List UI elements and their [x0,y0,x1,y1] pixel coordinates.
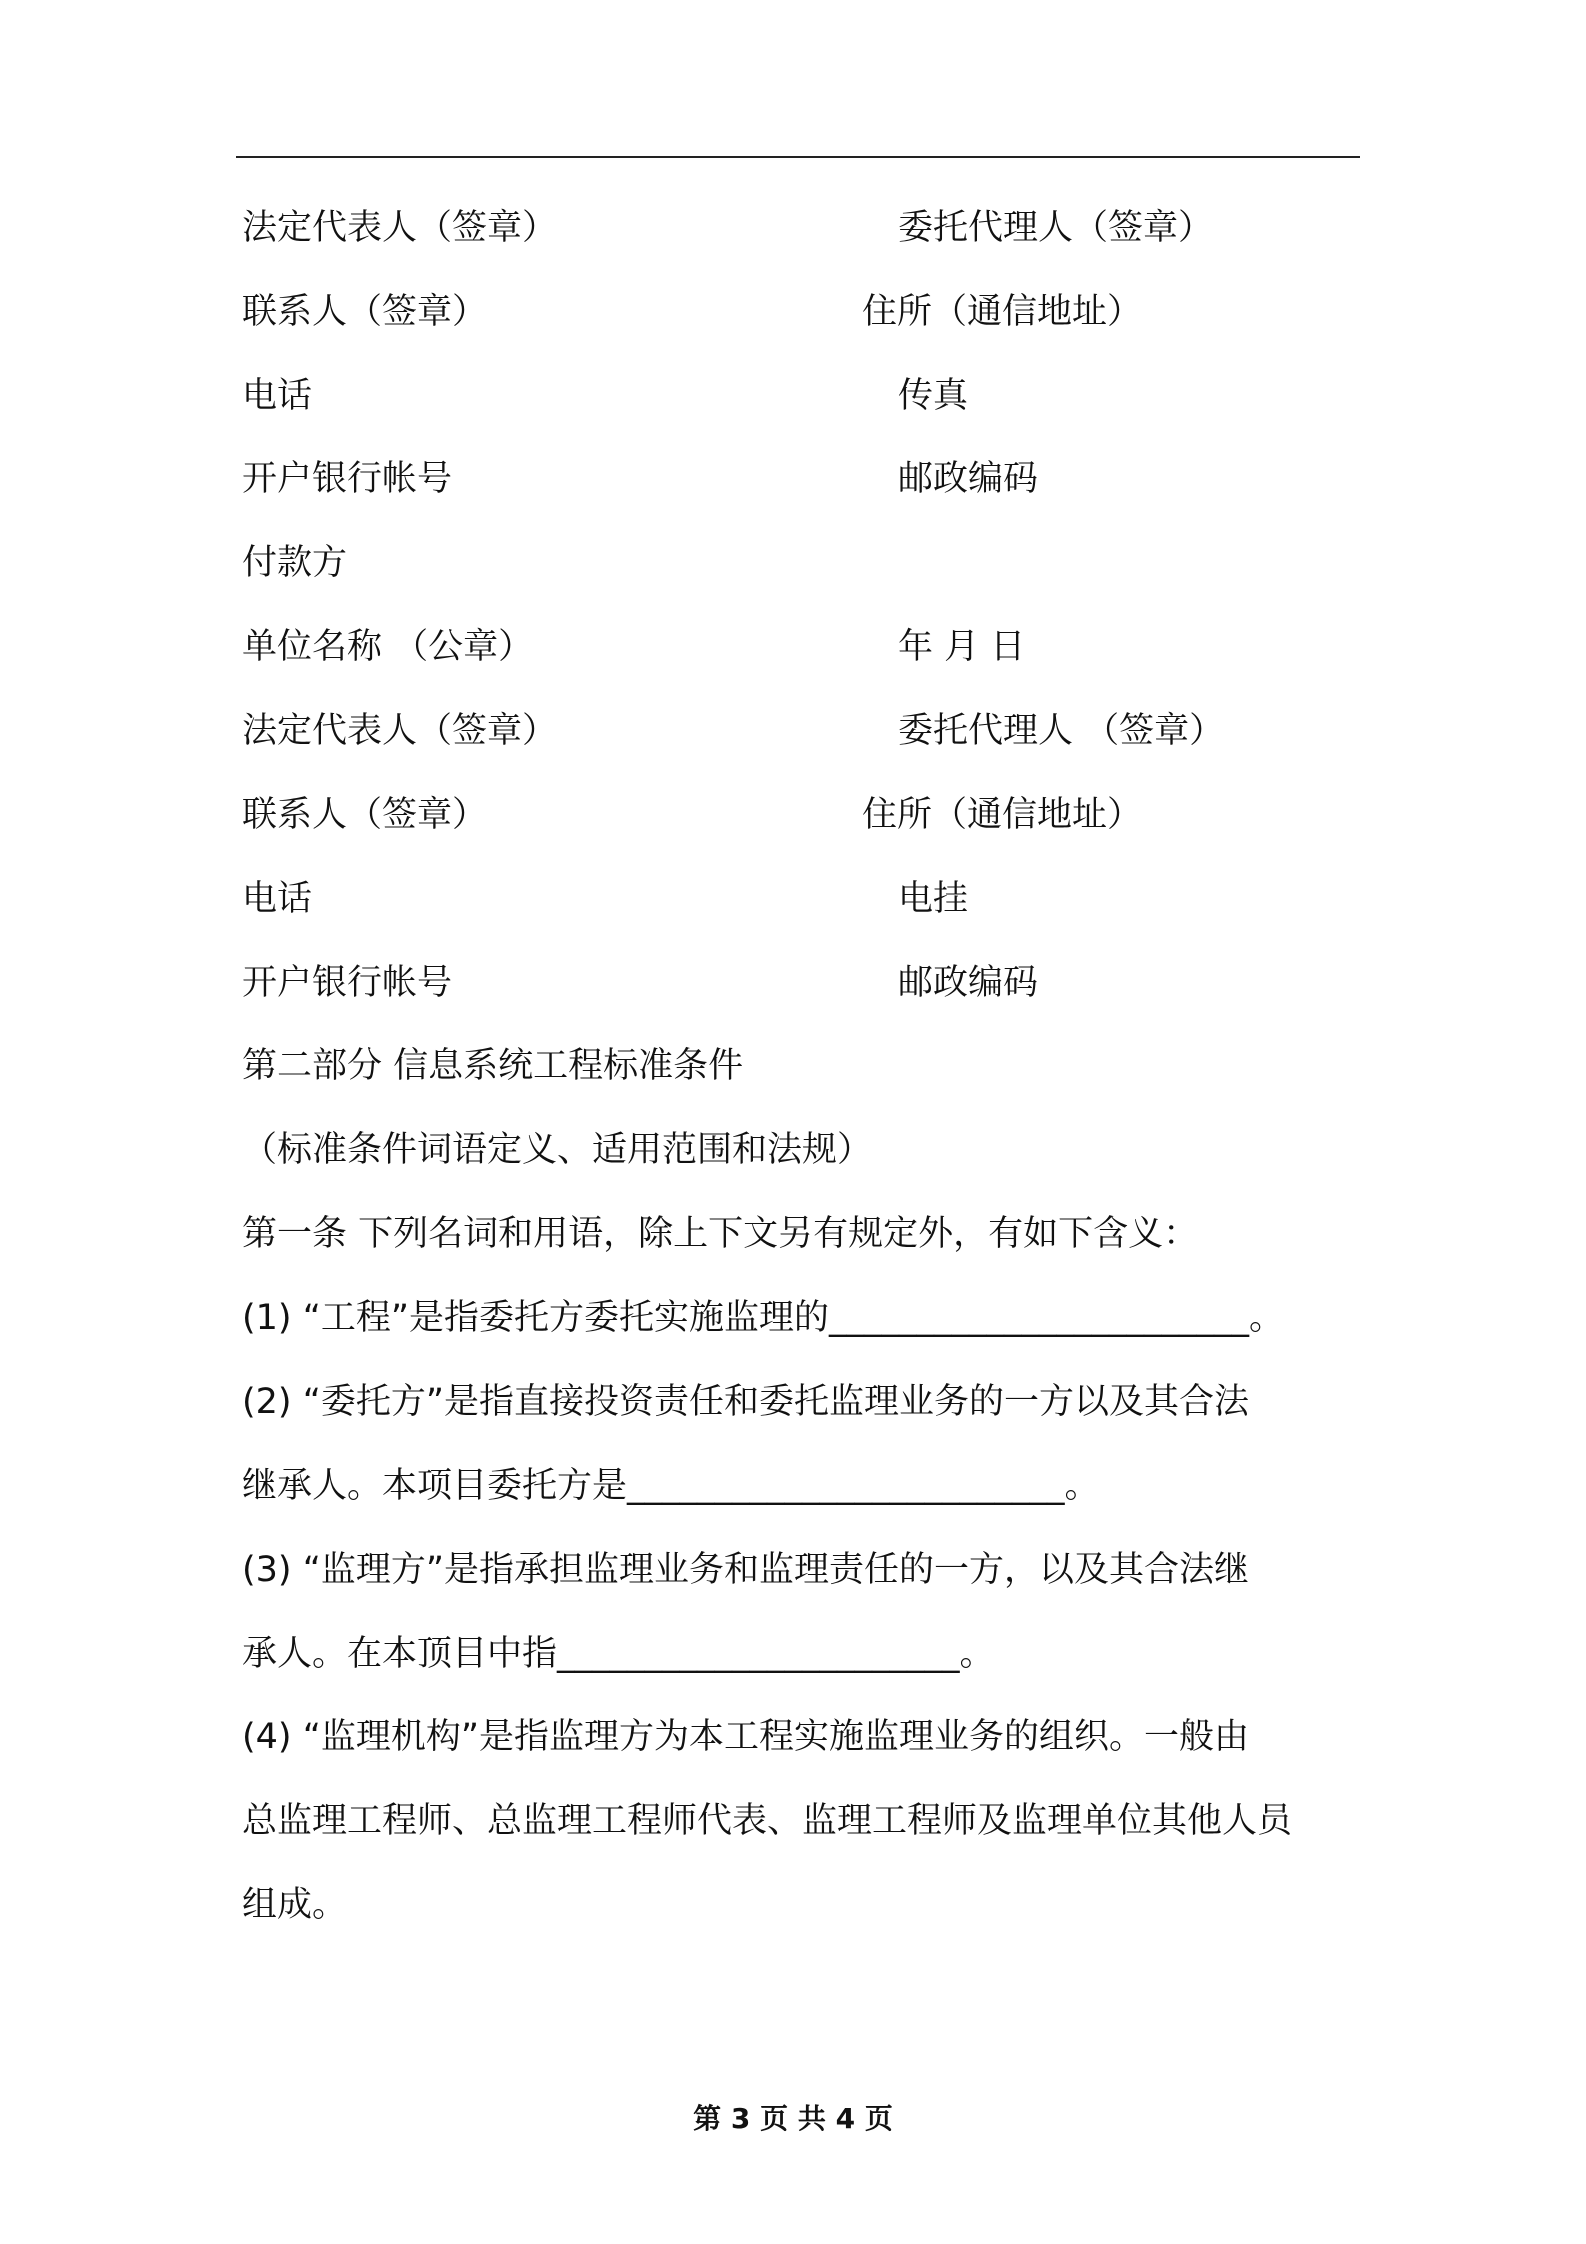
page-number: 第 3 页 共 4 页 [693,2102,893,2135]
part-two-title: 第二部分 信息系统工程标准条件 [242,1046,744,1086]
payee-postal-code: 邮政编码 [898,459,1039,499]
payer-agent: 委托代理人 （签章） [898,711,1225,751]
payer-bank-account: 开户银行帐号 [242,963,453,1003]
payer-address: 住所（通信地址） [862,795,1143,835]
definition-item-1: (1) “工程”是指委托方委托实施监理的________________________。 [242,1298,1284,1338]
definition-item-4-line-3: 组成。 [242,1885,348,1925]
definition-item-3-line-1: (3) “监理方”是指承担监理业务和监理责任的一方，以及其合法继 [242,1550,1249,1590]
part-two-subtitle: （标准条件词语定义、适用范围和法规） [242,1130,873,1170]
payer-legal-rep: 法定代表人（签章） [242,711,558,751]
payee-bank-account: 开户银行帐号 [242,459,453,499]
payee-address: 住所（通信地址） [862,292,1143,332]
definition-item-2-line-2: 继承人。本项目委托方是_________________________。 [242,1466,1100,1506]
payee-agent: 委托代理人（签章） [898,208,1214,248]
payer-contact: 联系人（签章） [242,795,488,835]
definition-item-2-line-1: (2) “委托方”是指直接投资责任和委托监理业务的一方以及其合法 [242,1382,1249,1422]
definition-item-3-line-2: 承人。在本顶目中指_______________________。 [242,1634,995,1674]
payer-phone2: 电挂 [898,879,969,919]
payer-date: 年 月 日 [898,627,1026,667]
payer-phone: 电话 [242,879,313,919]
header-rule [236,156,1360,158]
payee-fax: 传真 [898,376,969,416]
payee-legal-rep: 法定代表人（签章） [242,208,558,248]
payer-heading: 付款方 [242,543,348,583]
definition-item-4-line-2: 总监理工程师、总监理工程师代表、监理工程师及监理单位其他人员 [242,1801,1293,1841]
article-one: 第一条 下列名词和用语，除上下文另有规定外，有如下含义： [242,1214,1199,1254]
payee-contact: 联系人（签章） [242,292,488,332]
payer-postal-code: 邮政编码 [898,963,1039,1003]
payee-phone: 电话 [242,376,313,416]
payer-unit-name: 单位名称 （公章） [242,627,534,667]
definition-item-4-line-1: (4) “监理机构”是指监理方为本工程实施监理业务的组织。一般由 [242,1717,1249,1757]
